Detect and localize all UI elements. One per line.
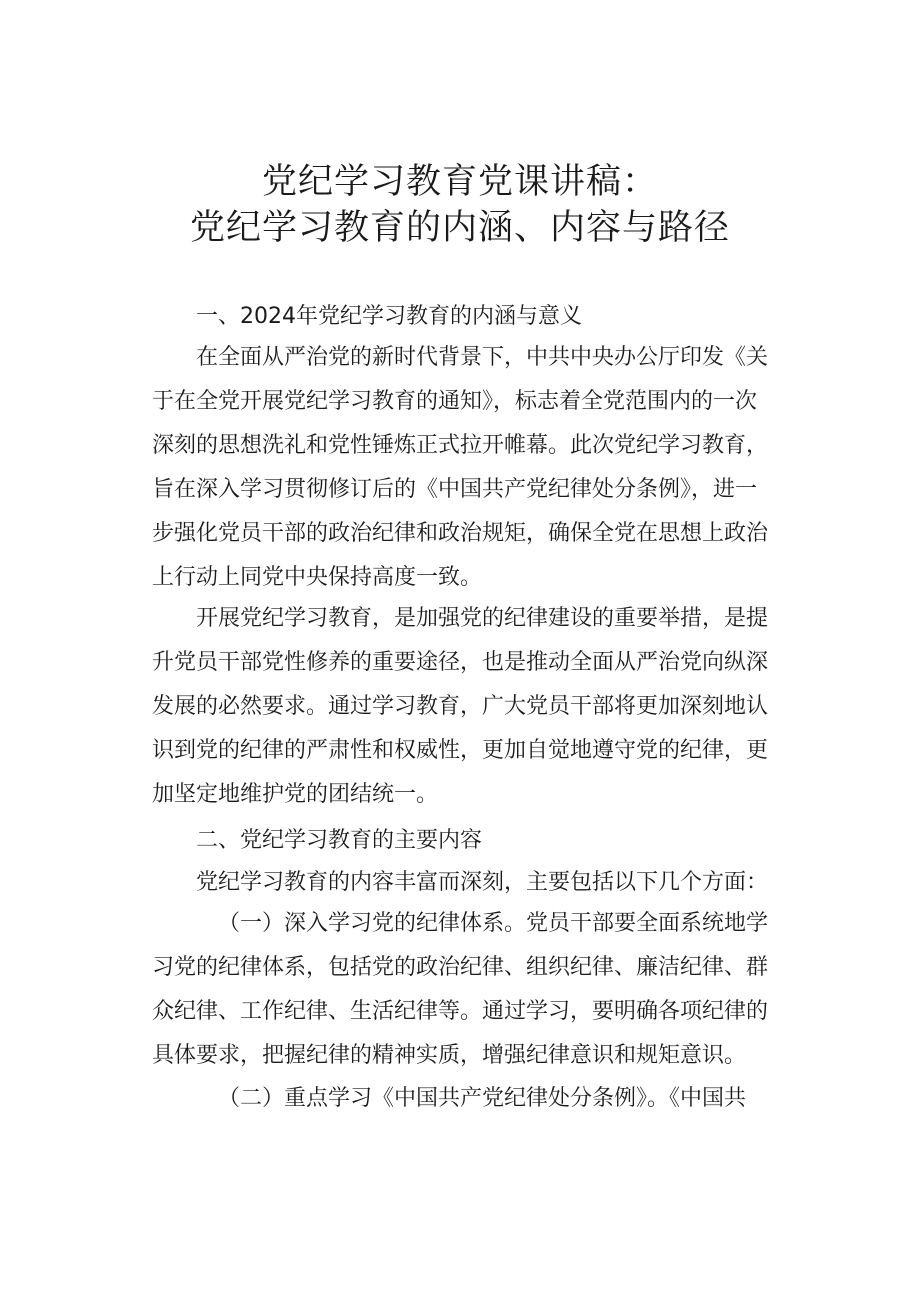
paragraph-1-line-2: 于在全党开展党纪学习教育的通知》，标志着全党范围内的一次 bbox=[152, 389, 758, 414]
document-title-line-2: 党纪学习教育的内涵、内容与路径 bbox=[189, 208, 730, 248]
paragraph-1-line-6: 上行动上同党中央保持高度一致。 bbox=[152, 565, 483, 590]
paragraph-2-line-5: 加坚定地维护党的团结统一。 bbox=[152, 782, 439, 807]
paragraph-2-line-1: 开展党纪学习教育，是加强党的纪律建设的重要举措，是提 bbox=[196, 606, 769, 631]
paragraph-2-line-2: 升党员干部党性修养的重要途径，也是推动全面从严治党向纵深 bbox=[152, 650, 769, 675]
paragraph-1-line-1: 在全面从严治党的新时代背景下，中共中央办公厅印发《关 bbox=[196, 345, 769, 370]
section-2-intro: 党纪学习教育的内容丰富而深刻，主要包括以下几个方面： bbox=[196, 870, 769, 895]
paragraph-2-line-3: 发展的必然要求。通过学习教育，广大党员干部将更加深刻地认 bbox=[152, 694, 769, 719]
paragraph-1-line-4: 旨在深入学习贯彻修订后的《中国共产党纪律处分条例》，进一 bbox=[152, 477, 758, 502]
paragraph-1-line-3: 深刻的思想洗礼和党性锤炼正式拉开帷幕。此次党纪学习教育， bbox=[152, 433, 769, 458]
item-1-line-2: 习党的纪律体系，包括党的政治纪律、组织纪律、廉洁纪律、群 bbox=[152, 955, 769, 980]
item-1-line-3: 众纪律、工作纪律、生活纪律等。通过学习，要明确各项纪律的 bbox=[152, 999, 769, 1024]
section-2-heading: 二、党纪学习教育的主要内容 bbox=[196, 828, 483, 853]
item-1-line-4: 具体要求，把握纪律的精神实质，增强纪律意识和规矩意识。 bbox=[152, 1043, 747, 1068]
section-1-heading: 一、2024年党纪学习教育的内涵与意义 bbox=[196, 304, 582, 329]
item-1-line-1: （一）深入学习党的纪律体系。党员干部要全面系统地学 bbox=[218, 911, 769, 936]
item-2-line-1: （二）重点学习《中国共产党纪律处分条例》。《中国共 bbox=[218, 1086, 747, 1111]
paragraph-1-line-5: 步强化党员干部的政治纪律和政治规矩，确保全党在思想上政治 bbox=[152, 521, 769, 546]
document-title-line-1: 党纪学习教育党课讲稿： bbox=[261, 162, 658, 202]
paragraph-2-line-4: 识到党的纪律的严肃性和权威性，更加自觉地遵守党的纪律，更 bbox=[152, 738, 769, 763]
